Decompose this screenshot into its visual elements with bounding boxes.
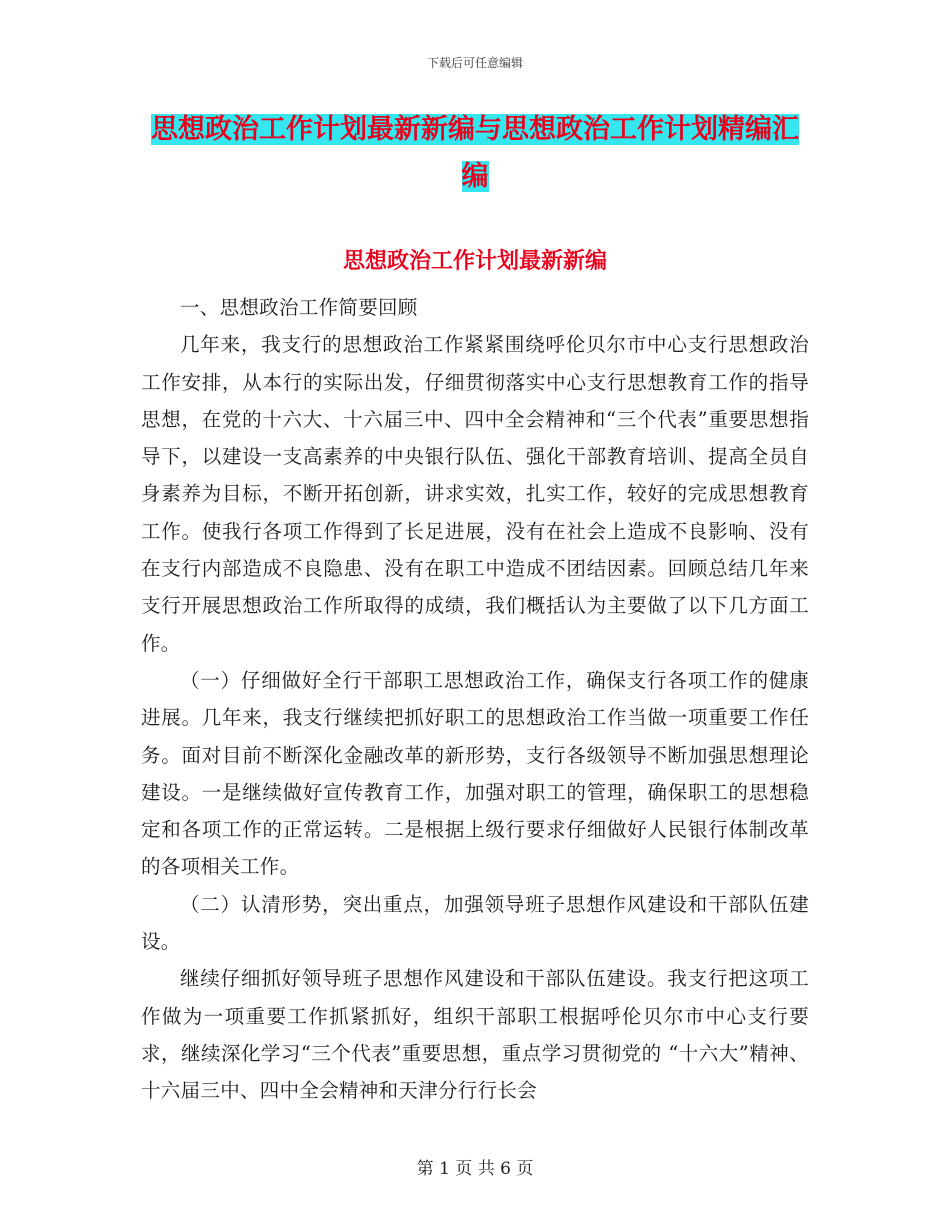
header-note: 下载后可任意编辑 — [426, 56, 523, 70]
paragraph: （二）认清形势，突出重点，加强领导班子思想作风建设和干部队伍建设。 — [141, 892, 809, 954]
paragraph: （一）仔细做好全行干部职工思想政治工作，确保支行各项工作的健康进展。几年来，我支行继续把抓好职工的思想政治工作当做一项重要工作任务。面对目前不断深化金融改革的新形势，支行各级领导不断加强思想理论建设。一是继续做好宣传教育工作，加强对职工的管理，确保职工的思想稳定和各项工作的正常运转。二是根据上级行要求仔细做好人民银行体制改革的各项相关工作。 — [141, 668, 809, 879]
paragraph: 几年来，我支行的思想政治工作紧紧围绕呼伦贝尔市中心支行思想政治工作安排，从本行的实际出发，仔细贯彻落实中心支行思想教育工作的指导思想，在党的十六大、十六届三中、四中全会精神和“三个代表”重要思想指导下，以建设一支高素养的中央银行队伍、强化干部教育培训、提高全员自身素养为目标，不断开拓创新，讲求实效，扎实工作，较好的完成思想教育工作。使我行各项工作得到了长足进展，没有在社会上造成不良影响、没有在支行内部造成不良隐患、没有在职工中造成不团结因素。回顾总结几年来支行开展思想政治工作所取得的成绩，我们概括认为主要做了以下几方面工作。 — [141, 333, 809, 655]
paragraph: 继续仔细抓好领导班子思想作风建设和干部队伍建设。我支行把这项工作做为一项重要工作抓紧抓好，组织干部职工根据呼伦贝尔市中心支行要求，继续深化学习“三个代表”重要思想，重点学习贯彻党的 “十六大”精神、十六届三中、四中全会精神和天津分行行长会 — [141, 967, 809, 1103]
document-title-text: 思想政治工作计划最新新编与思想政治工作计划精编汇编 — [151, 114, 799, 192]
page-footer: 第 1 页 共 6 页 — [416, 1159, 534, 1179]
section-title: 思想政治工作计划最新新编 — [342, 248, 607, 274]
body-text — [141, 289, 809, 1110]
document-title — [140, 106, 810, 200]
paragraph-heading: 一、思想政治工作简要回顾 — [180, 296, 418, 319]
